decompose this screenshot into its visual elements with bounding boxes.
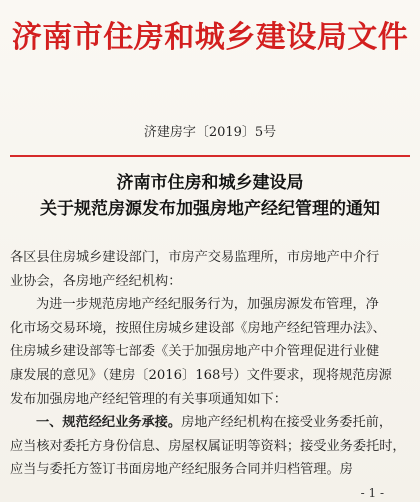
paragraph-line: 住房城乡建设部等七部委《关于加强房地产中介管理促进行业健 [10,344,380,360]
addressee-line-1: 各区县住房城乡建设部门，市房产交易监理所，市房地产中介行 [10,250,380,265]
paragraph-line: 化市场交易环境，按照住房城乡建设部《房地产经纪管理办法》、 [10,320,386,336]
notice-body [10,246,414,482]
notice-title-line-2: 关于规范房源发布加强房地产经纪管理的通知 [40,199,380,219]
section-one-heading: 一、规范经纪业务承接。 [36,415,182,431]
paragraph-line: 应当核对委托方身份信息、房屋权属证明等资料；接受业务委托时， [10,438,406,454]
paragraph-line: 发布加强房地产经纪管理的有关事项通知如下： [10,391,287,407]
notice-title-line-1: 济南市住房和城乡建设局 [116,173,304,193]
masthead-title: 济南市住房和城乡建设局文件 [11,20,409,55]
paragraph-line: 为进一步规范房地产经纪服务行为，加强房源发布管理，净 [36,297,379,313]
document-number: 济建房字〔2019〕5号 [143,125,277,140]
page-number: - 1 - [360,486,384,500]
section-one-text: 房地产经纪机构在接受业务委托前， [181,415,393,431]
red-divider [10,155,410,157]
notice-title [0,170,420,222]
paragraph-line: 应当与委托方签订书面房地产经纪服务合同并归档管理。房 [10,462,353,478]
section-one-line [10,411,414,435]
paragraph-line: 康发展的意见》（建房〔2016〕168号）文件要求，现将规范房源 [10,367,392,383]
addressee-line-2: 业协会，各房地产经纪机构： [10,273,182,289]
